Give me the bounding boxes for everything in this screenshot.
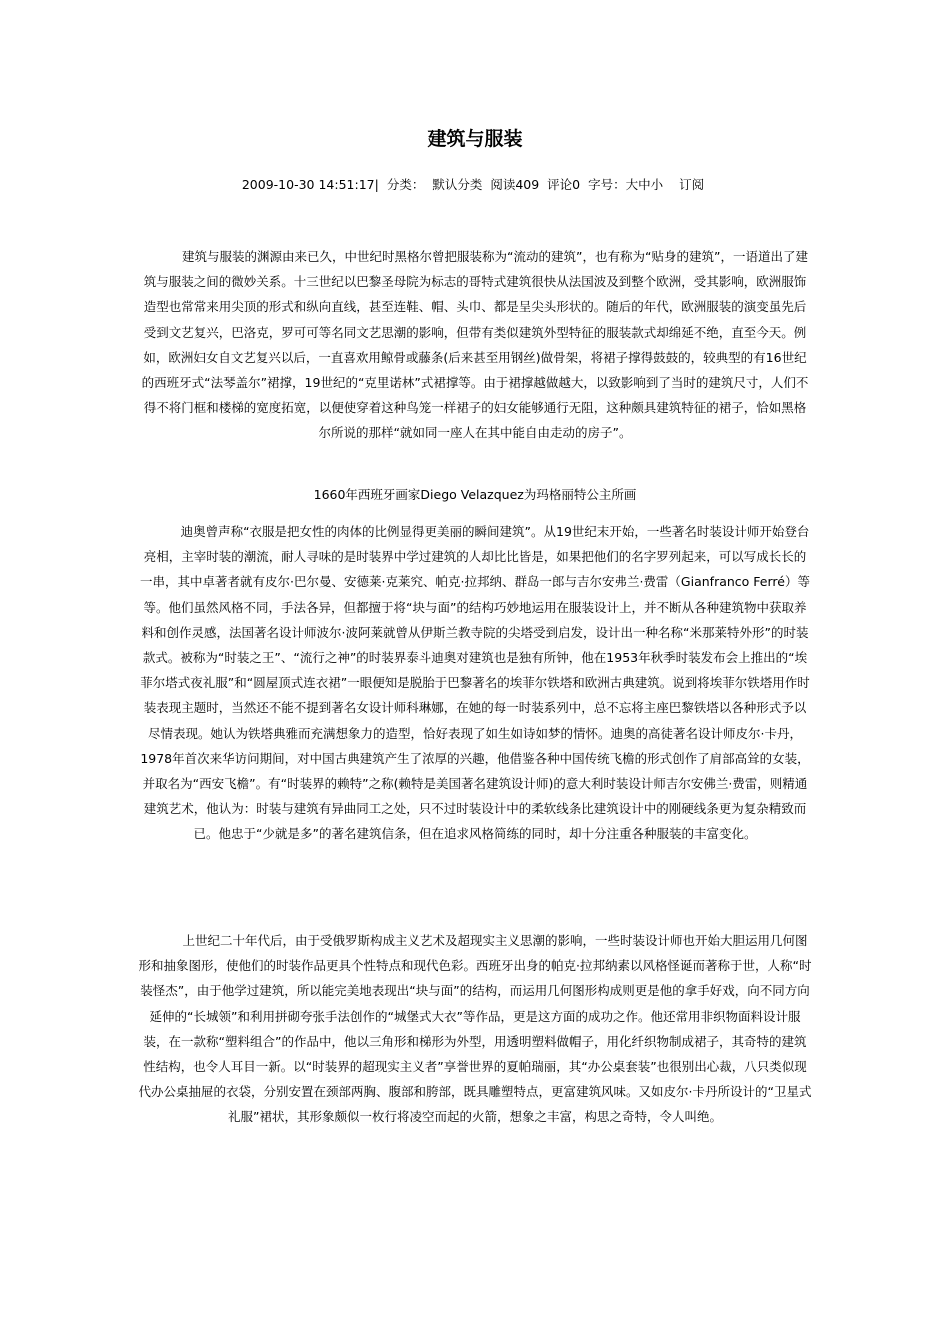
paragraph-3 xyxy=(138,928,812,1130)
font-size-medium-link[interactable]: 中 xyxy=(638,177,651,192)
paragraph-3-text: 上世纪二十年代后，由于受俄罗斯构成主义艺术及超现实主义思潮的影响，一些时装设计师也开始大胆运用几何图形和抽象图形，使他们的时装作品更具个性特点和现代色彩。西班牙出身的帕克·拉邦纳素以风格怪诞而著称于世，人称“时装怪杰”，由于他学过建筑，所以能完美地表现出“块与面”的结构，而运用几何图形构成则更是他的拿手好戏，向不同方向延伸的“长城领”和利用拼砌夸张手法创作的“城堡式大衣”等作品，更是这方面的成功之作。他还常用非织物面料设计服装，在一款称“塑料组合”的作品中，他以三角形和梯形为外型，用透明塑料做帽子，用化纤织物制成裙子，其奇特的建筑性结构，也令人耳目一新。以“时装界的超现实主义者”享誉世界的夏帕瑞丽，其“办公桌套装”也很别出心裁，八只类似现代办公桌抽屉的衣袋，分别安置在颈部两胸、腹部和胯部，既具雕塑特点，更富建筑风味。又如皮尔·卡丹所设计的“卫星式礼服”裙状，其形象颇似一枚行将凌空而起的火箭，想象之丰富，构思之奇特，令人叫绝。 xyxy=(138,933,812,1125)
post-datetime: 2009-10-30 14:51:17| xyxy=(241,177,379,192)
paragraph-2-text: 迪奥曾声称“衣服是把女性的肉体的比例显得更美丽的瞬间建筑”。从19世纪末开始，一些著名时装设计师开始登台亮相，主宰时装的潮流，耐人寻味的是时装界中学过建筑的人却比比皆是，如果把他们的名字罗列起来，可以写成长长的一串，其中卓著者就有皮尔·巴尔曼、安德莱·克莱究、帕克·拉邦纳、群岛一郎与吉尔安弗兰·费雷（Gianfranco Ferré）等等。他们虽然风格不同，手法各异，但都擅于将“块与面”的结构巧妙地运用在服装设计上，并不断从各种建筑物中获取养料和创作灵感，法国著名设计师波尔·波阿莱就曾从伊斯兰教寺院的尖塔受到启发，设计出一种名称“米那莱特外形”的时装款式。被称为“时装之王”、“流行之神”的时装界泰斗迪奥对建筑也是独有所钟，他在1953年秋季时装发布会上推出的“埃菲尔塔式夜礼服”和“圆屋顶式连衣裙”一眼便知是脱胎于巴黎著名的埃菲尔铁塔和欧洲古典建筑。说到将埃菲尔铁塔用作时装表现主题时，当然还不能不提到著名女设计师科琳娜，在她的每一时装系列中，总不忘将主座巴黎铁塔以各种形式予以尽情表现。她认为铁塔典雅而充满想象力的造型，恰好表现了如生如诗如梦的情怀。迪奥的高徒著名设计师皮尔·卡丹，1978年首次来华访问期间，对中国古典建筑产生了浓厚的兴趣，他借鉴各种中国传统飞檐的形式创作了肩部高耸的女装，并取名为“西安飞檐”。有“时装界的赖特”之称(赖特是美国著名建筑设计师)的意大利时装设计师吉尔安佛兰·费雷，则精通建筑艺术，他认为：时装与建筑有异曲同工之处，只不过时装设计中的柔软线条比建筑设计中的刚硬线条更为复杂精致而已。他忠于“少就是多”的著名建筑信条，但在追求风格简练的同时，却十分注重各种服装的丰富变化。 xyxy=(140,524,810,842)
subscribe-link[interactable]: 订阅 xyxy=(679,177,705,192)
image-caption xyxy=(138,484,812,506)
paragraph-2 xyxy=(138,519,812,847)
font-size-small-link[interactable]: 小 xyxy=(650,177,664,192)
font-size-label: 字号： xyxy=(588,177,626,192)
font-size-large-link[interactable]: 大 xyxy=(625,177,639,192)
caption-text: 1660年西班牙画家Diego Velazquez为玛格丽特公主所画 xyxy=(313,487,637,502)
paragraph-1 xyxy=(138,244,812,446)
read-count: 阅读409 xyxy=(490,177,540,192)
category-label: 分类： xyxy=(386,177,425,192)
article-title: 建筑与服装 xyxy=(427,128,523,150)
paragraph-1-text: 建筑与服装的渊源由来已久，中世纪时黑格尔曾把服装称为“流动的建筑”，也有称为“贴身的建筑”，一语道出了建筑与服装之间的微妙关系。十三世纪以巴黎圣母院为标志的哥特式建筑很快从法国波及到整个欧洲，受其影响，欧洲服饰造型也常常来用尖顶的形式和纵向直线，甚至连鞋、帽、头巾、都是呈尖头形状的。随后的年代，欧洲服装的演变虽先后受到文艺复兴，巴洛克，罗可可等名同文艺思潮的影响，但带有类似建筑外型特征的服装款式却绵延不绝，直至今天。例如，欧洲妇女自文艺复兴以后，一直喜欢用鲸骨或藤条(后来甚至用钢丝)做骨架，将裙子撑得鼓鼓的，较典型的有16世纪的西班牙式“法琴盖尔”裙撑，19世纪的“克里诺林”式裙撑等。由于裙撑越做越大，以致影响到了当时的建筑尺寸，人们不得不将门框和楼梯的宽度拓宽，以便使穿着这种鸟笼一样裙子的妇女能够通行无阻，这种颇具建筑特征的裙子，恰如黑格尔所说的那样“就如同一座人在其中能自由走动的房子”。 xyxy=(141,249,809,441)
article-meta xyxy=(0,176,950,194)
category-link[interactable]: 默认分类 xyxy=(432,177,483,192)
comment-count[interactable]: 评论0 xyxy=(547,177,581,192)
